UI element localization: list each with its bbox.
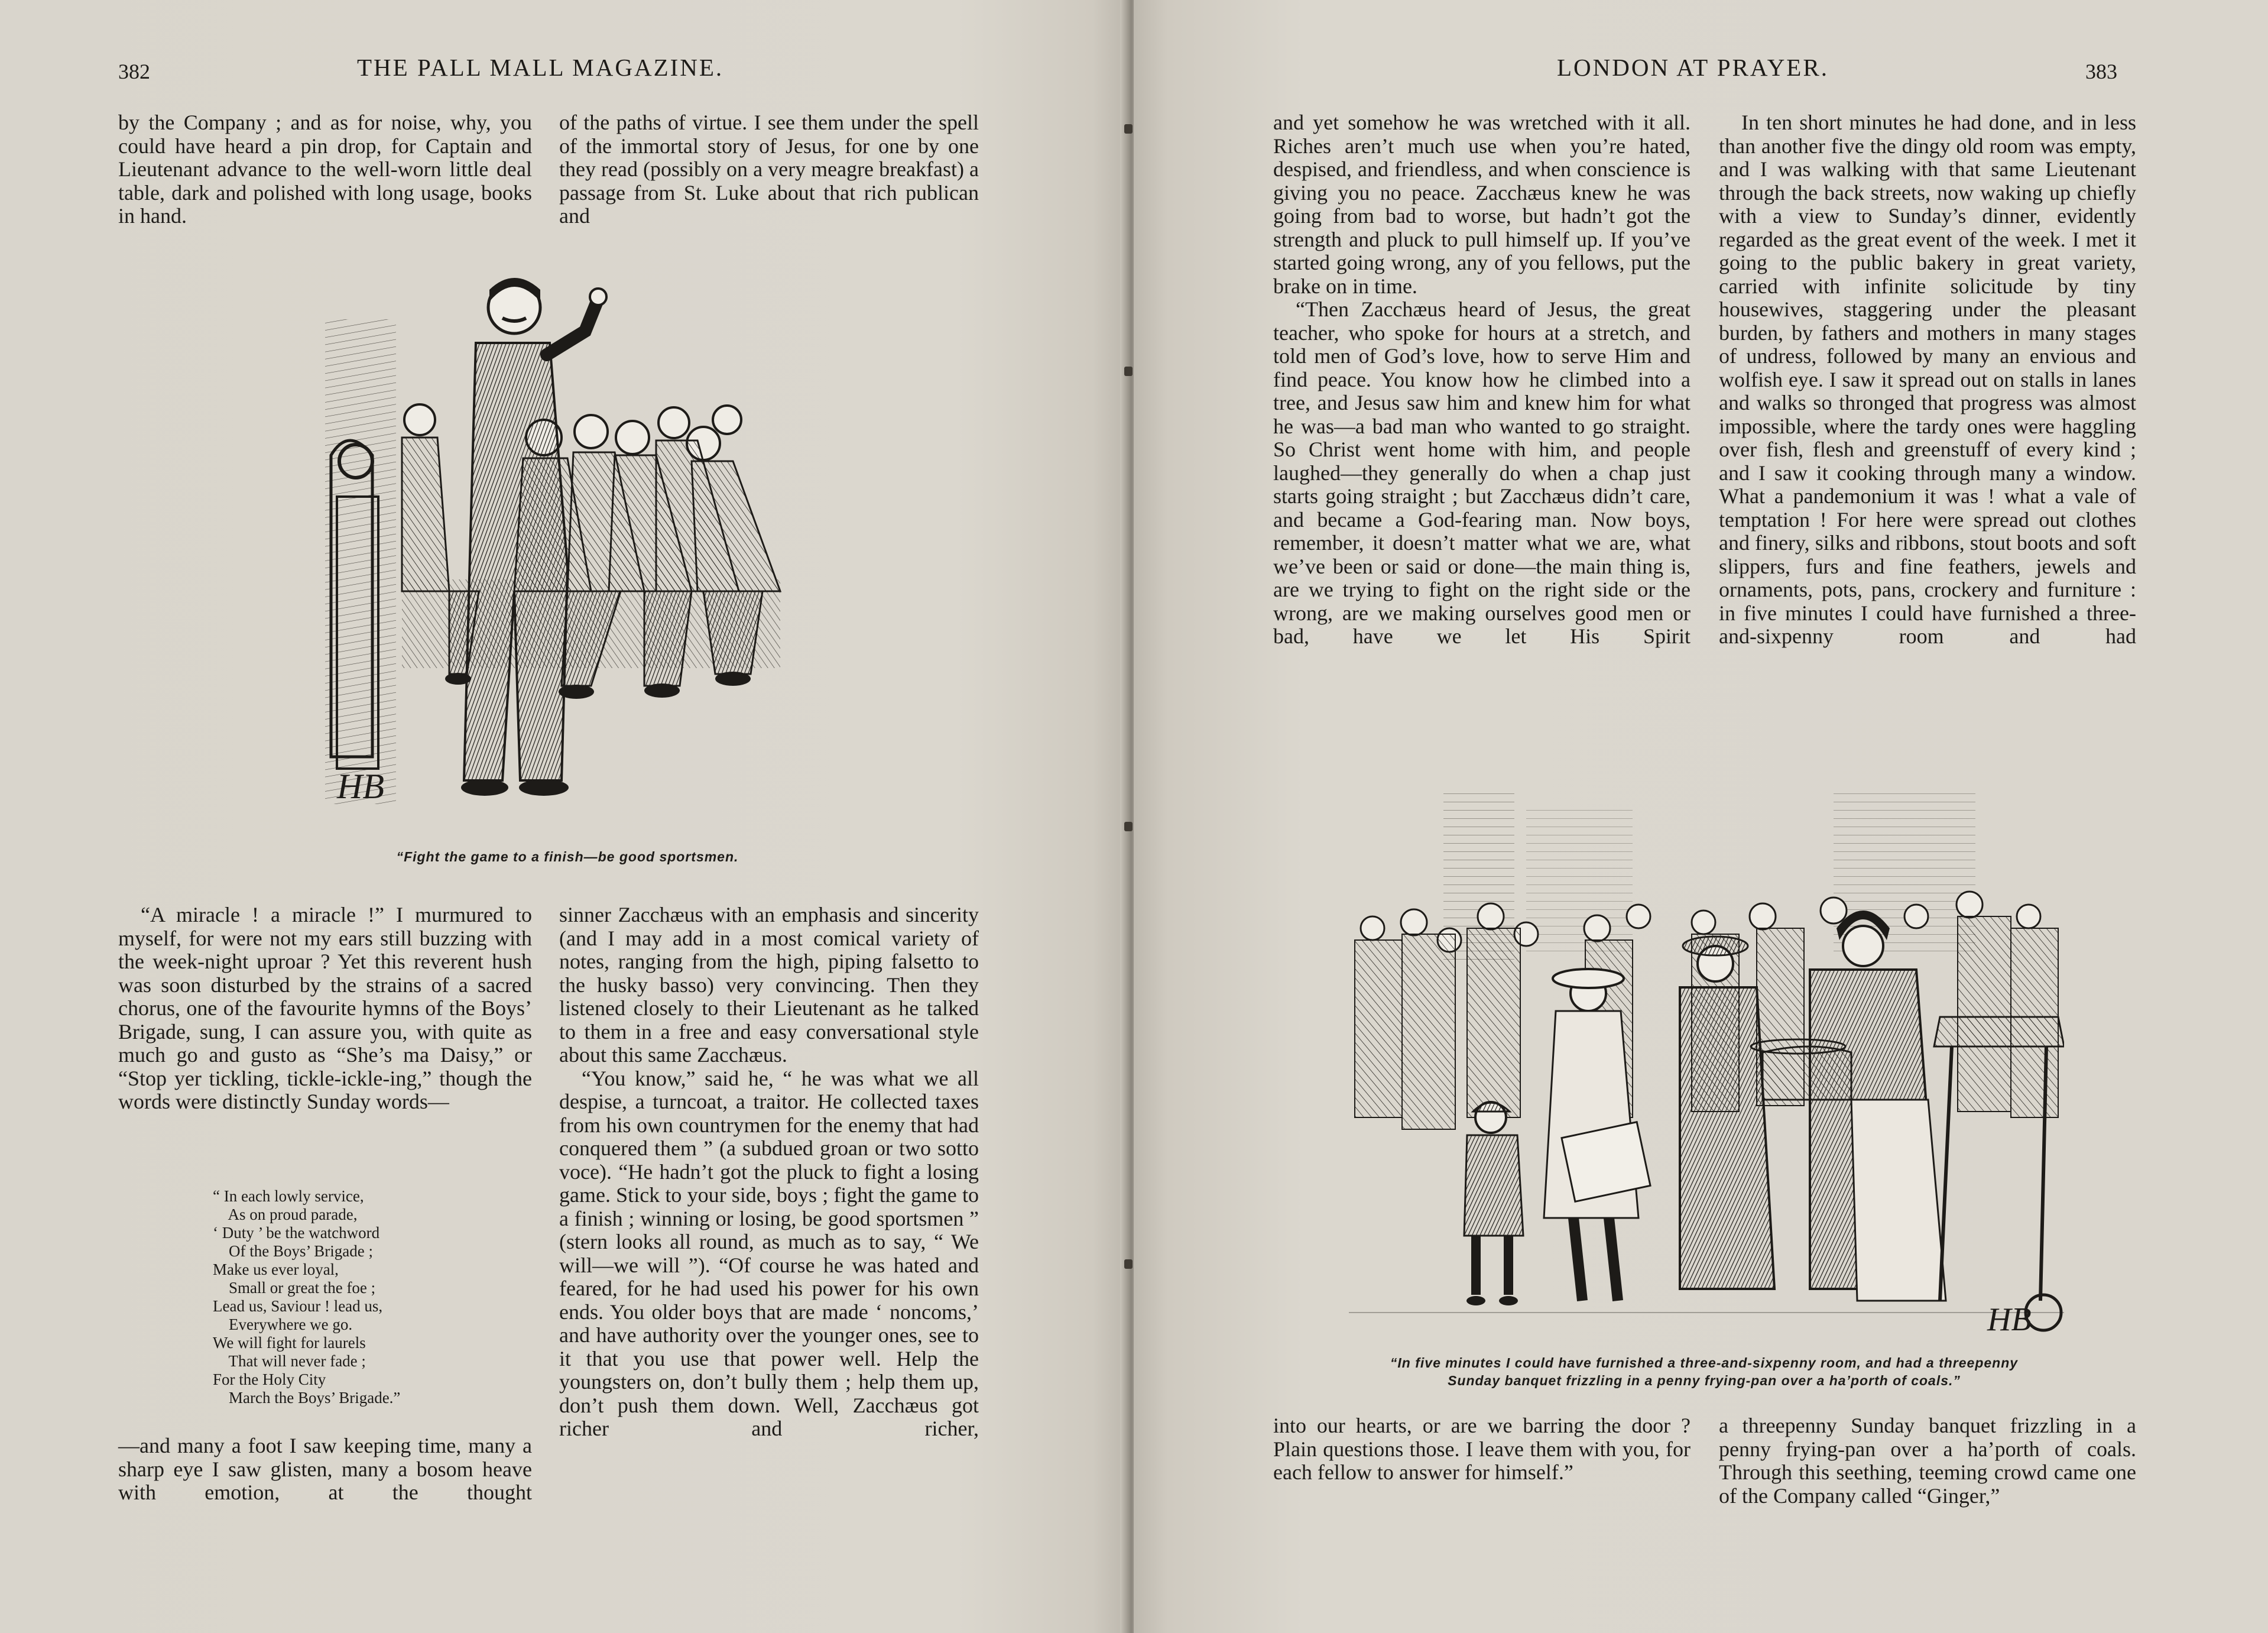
page-number-right: 383 (2085, 60, 2117, 83)
paragraph: of the paths of virtue. I see them under the spell of the immortal story of Jesus, for one by one they read (possibly on a very meagre breakfast) a passage from St. Luke about that rich publican and (559, 111, 979, 228)
artist-monogram: HB (337, 767, 384, 806)
paragraph: “You know,” said he, “ he was what we all despise, a turncoat, a traitor. He collected taxes from his own countrymen for the enemy that had conquered them ” (a subdued groan or two sotto voce). “He hadn’t got the pluck to fight a losing game. Stick to your side, boys ; fight the game to a finish ; winning or losing, be good sportsmen ” (stern looks all round, as much as to say, “ We will—we will ”). “Of course he was hated and feared, for he had used his power for his own ends. You older boys that are made ‘ noncoms,’ and have authority over the younger ones, see to it that you use that power well. Help the youngsters on, don’t bully them ; help them up, don’t push them down. Well, Zacchæus got richer and richer, (559, 1066, 979, 1440)
binding-stitch (1124, 124, 1133, 134)
right-page (1134, 0, 2268, 1633)
binding-stitch (1124, 367, 1133, 376)
left-page (0, 0, 1126, 1633)
binding-stitch (1124, 822, 1133, 831)
paragraph: “Then Zacchæus heard of Jesus, the great teacher, who spoke for hours at a stretch, and told men of God’s love, how to serve Him and find peace. You know how he climbed into a tree, and Jesus saw him and knew him for what he was—a bad man who wanted to go straight. So Christ went home with him, and people laughed—they generally do when a chap just starts going straight ; but Zacchæus didn’t care, and became a God-fearing man. Now boys, remember, it doesn’t matter what we are, what we’ve been or said or done—the main thing is, are we trying to fight on the right side or the wrong, are we making ourselves good men or bad, have we let His Spirit (1273, 297, 1691, 648)
illustration-caption-right (1305, 1354, 2103, 1389)
illustration-caption-left: “Fight the game to a finish—be good sportsmen. (396, 849, 739, 864)
binding-stitch (1124, 1259, 1133, 1269)
paragraph-text: and yet somehow he was wretched with it all. Riches aren’t much use when you’re hated, despised, and friendless, and when conscience is giving you no peace. Zacchæus knew he was going from bad to worse, but hadn’t got the strength and pluck to pull himself up. If you’ve started going wrong, any of you fellows, put the brake on in time. (1273, 111, 1691, 298)
illustration-street-crowd (1349, 769, 2064, 1348)
paragraph: a threepenny Sunday banquet frizzling in a penny frying-pan over a ha’porth of coals. Through this seething, teeming crowd came one of the Company called “Ginger,” (1719, 1414, 2136, 1508)
hymn-verse: “ In each lowly service, As on proud parade, ‘ Duty ’ be the watchword Of the Boys’ Brigade ; Make us ever loyal, Small or great the foe ; Lead us, Saviour ! lead us, Everywhere we go. We will fight for laurels That will never fade ; For the Holy City March the Boys’ Brigade.” (213, 1187, 401, 1407)
paragraph: sinner Zacchæus with an emphasis and sincerity (and I may add in a most comical variety of notes, ranging from the high, piping falsetto to the husky basso) very convincing. Then they listened closely to their Lieutenant as he talked to them in a free and easy conversational style about this same Zacchæus. (559, 903, 979, 1067)
running-head-right: LONDON AT PRAYER. (1557, 54, 1829, 81)
running-head-left: THE PALL MALL MAGAZINE. (357, 54, 724, 81)
left-col2-body (559, 903, 979, 1441)
paragraph: In ten short minutes he had done, and in less than another five the dingy old room was empty, and I was walking with that same Lieutenant through the back streets, now waking up chiefly with a view to Sunday’s dinner, evidently regarded as the great event of the week. I met it going to the public bakery in great variety, carried with infinite solicitude by tiny housewives, staggering under the pleasant burden, by fathers and mothers in many stages of undress, followed by many an envious and wolfish eye. I saw it spread out on stalls in lanes and walks so thronged that progress was almost impossible, where the tardy ones were haggling over fish, flesh and greenstuff of every kind ; and I saw it cooking through many a window. What a pandemonium it was ! what a vale of temptation ! For here were spread out clothes and finery, silks and ribbons, stout boots and soft slippers, furs and fine feathers, jewels and ornaments, pots, pans, crockery and furniture : in five minutes I could have furnished a three-and-sixpenny room and had (1719, 111, 2136, 648)
artist-monogram: HB (1987, 1301, 2032, 1338)
left-col1-para (118, 903, 532, 1114)
illustration-lieutenant-speaking (313, 260, 810, 828)
left-col2-top (559, 111, 979, 228)
paragraph (1273, 111, 1691, 298)
right-col2-end (1719, 1414, 2136, 1508)
left-col1-top (118, 111, 532, 228)
right-col1-end (1273, 1414, 1691, 1485)
right-col1-body (1273, 111, 1691, 649)
page-number-left: 382 (118, 60, 150, 83)
paragraph: “A miracle ! a miracle !” I murmured to myself, for were not my ears still buzzing with the week-night uproar ? Yet this reverent hush was soon disturbed by the strains of a sacred chorus, one of the favourite hymns of the Boys’ Brigade, sung, I can assure you, with quite as much go and gusto as “She’s ma Daisy,” or “Stop yer tickling, tickle-ickle-ing,” though the words were distinctly Sunday words— (118, 903, 532, 1113)
caption-line: “In five minutes I could have furnished a three-and-sixpenny room, and had a threepenny (1390, 1355, 2019, 1370)
left-col1-end (118, 1434, 532, 1505)
right-col2-body (1719, 111, 2136, 649)
paragraph: —and many a foot I saw keeping time, many a sharp eye I saw glisten, many a bosom heave with emotion, at the thought (118, 1434, 532, 1504)
paragraph: by the Company ; and as for noise, why, you could have heard a pin drop, for Captain and Lieutenant advance to the well-worn little deal table, dark and polished with long usage, books in hand. (118, 111, 532, 228)
paragraph: into our hearts, or are we barring the door ? Plain questions those. I leave them with you, for each fellow to answer for himself.” (1273, 1414, 1691, 1484)
caption-line: Sunday banquet frizzling in a penny frying-pan over a ha’porth of coals.” (1448, 1373, 1961, 1388)
